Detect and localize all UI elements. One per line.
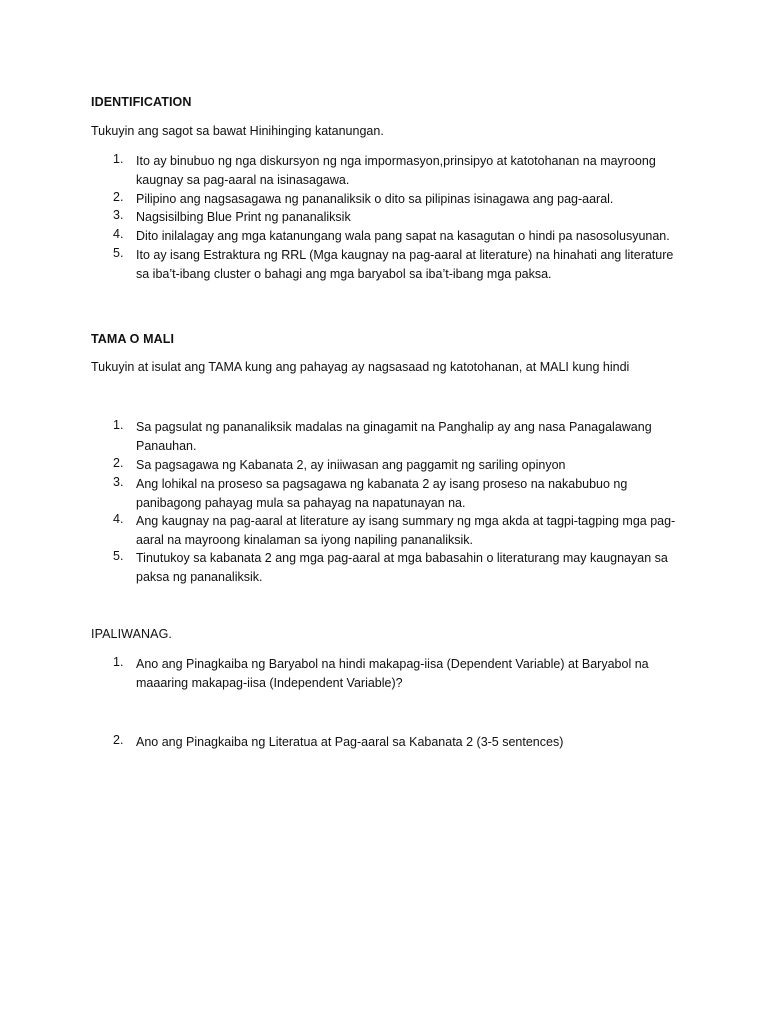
item-text: Tinutukoy sa kabanata 2 ang mga pag-aaral at mga babasahin o literaturang may kaugnayan sa paksa ng pananaliksik. <box>136 551 668 584</box>
item-number: 1. <box>113 655 124 669</box>
tama-o-mali-heading: TAMA O MALI <box>91 332 175 346</box>
ipaliwanag-heading: IPALIWANAG. <box>91 627 172 641</box>
item-text: Ang kaugnay na pag-aaral at literature ay isang summary ng mga akda at tagpi-tagping mga pag-aaral na mayroong kinalaman sa iyong napiling pananaliksik. <box>136 514 676 547</box>
item-number: 4. <box>113 512 124 526</box>
item-number: 2. <box>113 733 124 747</box>
item-text: Ano ang Pinagkaiba ng Baryabol na hindi makapag-iisa (Dependent Variable) at Baryabol na maaaring makapag-iisa (Independent Variable)? <box>136 657 649 690</box>
tama-o-mali-instruction: Tukuyin at isulat ang TAMA kung ang pahayag ay nagsasaad ng katotohanan, at MALI kung hindi <box>91 360 630 374</box>
item-text: Ito ay isang Estraktura ng RRL (Mga kaugnay na pag-aaral at literature) na hinahati ang literature sa iba’t-ibang cluster o bahagi ang mga baryabol sa iba’t-ibang mga paksa. <box>136 248 674 281</box>
item-number: 2. <box>113 190 124 204</box>
item-number: 5. <box>113 549 124 563</box>
item-text: Sa pagsulat ng pananaliksik madalas na ginagamit na Panghalip ay ang nasa Panagalawang Panauhan. <box>136 420 652 453</box>
item-text: Ito ay binubuo ng nga diskursyon ng nga impormasyon,prinsipyo at katotohanan na mayroong kaugnay sa pag-aaral na isinasagawa. <box>136 154 656 187</box>
item-text: Pilipino ang nagsasagawa ng pananaliksik o dito sa pilipinas isinagawa ang pag-aaral. <box>136 192 614 206</box>
item-number: 2. <box>113 456 124 470</box>
item-number: 1. <box>113 418 124 432</box>
item-number: 3. <box>113 208 124 222</box>
item-number: 5. <box>113 246 124 260</box>
item-text: Sa pagsagawa ng Kabanata 2, ay iniiwasan ang paggamit ng sariling opinyon <box>136 458 566 472</box>
item-text: Ang lohikal na proseso sa pagsagawa ng kabanata 2 ay isang proseso na nakabubuo ng panibagong pahayag mula sa pahayag na napatunayan na. <box>136 477 628 510</box>
item-text: Ano ang Pinagkaiba ng Literatua at Pag-aaral sa Kabanata 2 (3-5 sentences) <box>136 735 564 749</box>
item-text: Dito inilalagay ang mga katanungang wala pang sapat na kasagutan o hindi pa nasosolusyunan. <box>136 229 670 243</box>
item-number: 4. <box>113 227 124 241</box>
item-number: 1. <box>113 152 124 166</box>
item-text: Nagsisilbing Blue Print ng pananaliksik <box>136 210 351 224</box>
identification-instruction: Tukuyin ang sagot sa bawat Hinihinging katanungan. <box>91 124 384 138</box>
item-number: 3. <box>113 475 124 489</box>
identification-heading: IDENTIFICATION <box>91 95 192 109</box>
